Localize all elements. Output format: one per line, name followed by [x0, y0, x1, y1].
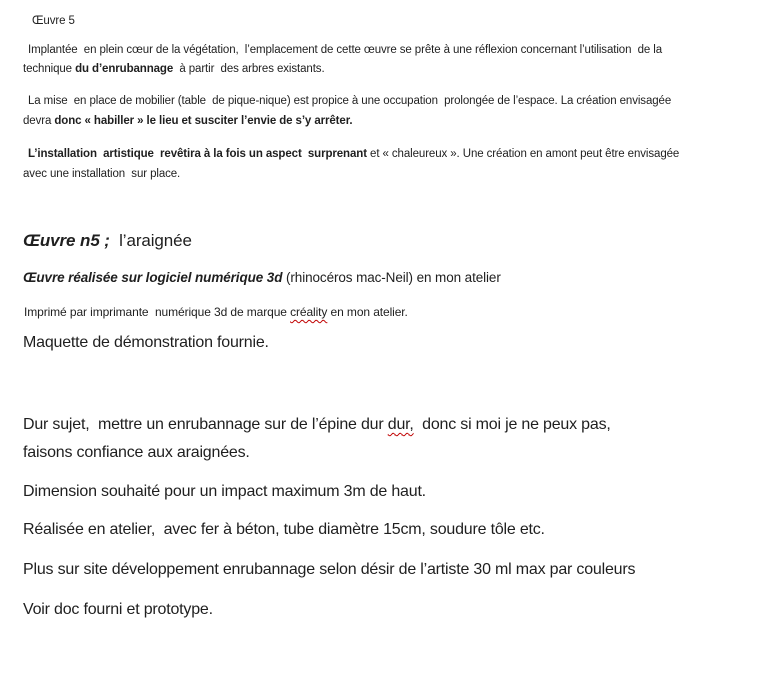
para4-line2-text: faisons confiance aux araignées. [23, 444, 250, 461]
artwork-heading-title: l’araignée [109, 231, 192, 250]
software-line [23, 270, 501, 287]
dimension-line-text: Dimension souhaité pour un impact maximum 3m de haut. [23, 483, 426, 500]
site-line [23, 560, 635, 580]
print-line [24, 305, 408, 320]
artwork-heading-number: Œuvre n5 ; [23, 231, 110, 250]
para4-line1-misspelled-word: dur, [387, 416, 414, 433]
para2-line2-pre: devra [23, 115, 55, 127]
para4-line1-post: donc si moi je ne peux pas, [413, 416, 611, 433]
para2-line1 [28, 94, 671, 108]
para3-line2-text: avec une installation sur place. [23, 168, 181, 180]
maquette-line-text: Maquette de démonstration fournie. [23, 334, 269, 351]
artwork-heading [23, 230, 192, 251]
para3-line1 [28, 147, 679, 161]
para4-line2 [23, 443, 250, 463]
site-line-text: Plus sur site développement enrubannage selon désir de l’artiste 30 ml max par couleurs [23, 561, 636, 578]
para4-line1 [23, 415, 611, 435]
doc-fourni-line [23, 600, 213, 620]
doc-fourni-line-text: Voir doc fourni et prototype. [23, 601, 213, 618]
para1-line2-post: à partir des arbres existants. [173, 63, 325, 75]
software-line-bold: Œuvre réalisée sur logiciel numérique 3d [23, 270, 283, 285]
para1-line2-pre: technique [23, 63, 76, 75]
para1-line1-text: Implantée en plein cœur de la végétation, l’emplacement de cette œuvre se prête à une réflexion concernant l’utilisation de la [28, 44, 663, 56]
para2-line2 [23, 114, 353, 128]
para3-line1-bold: L’installation artistique revêtira à la fois un aspect surprenant [28, 148, 367, 160]
print-line-post: en mon atelier. [327, 305, 408, 319]
print-line-pre: Imprimé par imprimante numérique 3d de marque [24, 305, 291, 319]
para3-line1-post: et « chaleureux ». Une création en amont peut être envisagée [366, 148, 680, 160]
para1-line2 [23, 62, 325, 76]
para1-line2-bold: du d’enrubannage [75, 63, 174, 75]
fabrication-line-text: Réalisée en atelier, avec fer à béton, tube diamètre 15cm, soudure tôle etc. [23, 521, 545, 538]
doc-label [32, 14, 75, 28]
fabrication-line [23, 520, 545, 540]
para1-line1 [28, 43, 662, 57]
doc-label-text: Œuvre 5 [32, 15, 75, 27]
maquette-line [23, 333, 269, 353]
para2-line2-bold: donc « habiller » le lieu et susciter l’envie de s’y arrêter. [54, 115, 353, 127]
software-line-post: (rhinocéros mac-Neil) en mon atelier [282, 270, 501, 285]
dimension-line [23, 482, 426, 502]
para4-line1-pre: Dur sujet, mettre un enrubannage sur de l’épine dur [23, 416, 388, 433]
para2-line1-text: La mise en place de mobilier (table de pique-nique) est propice à une occupation prolongée de l’espace. La création envisagée [28, 95, 672, 107]
print-line-misspelled-word: créality [290, 305, 328, 319]
para3-line2 [23, 167, 180, 181]
